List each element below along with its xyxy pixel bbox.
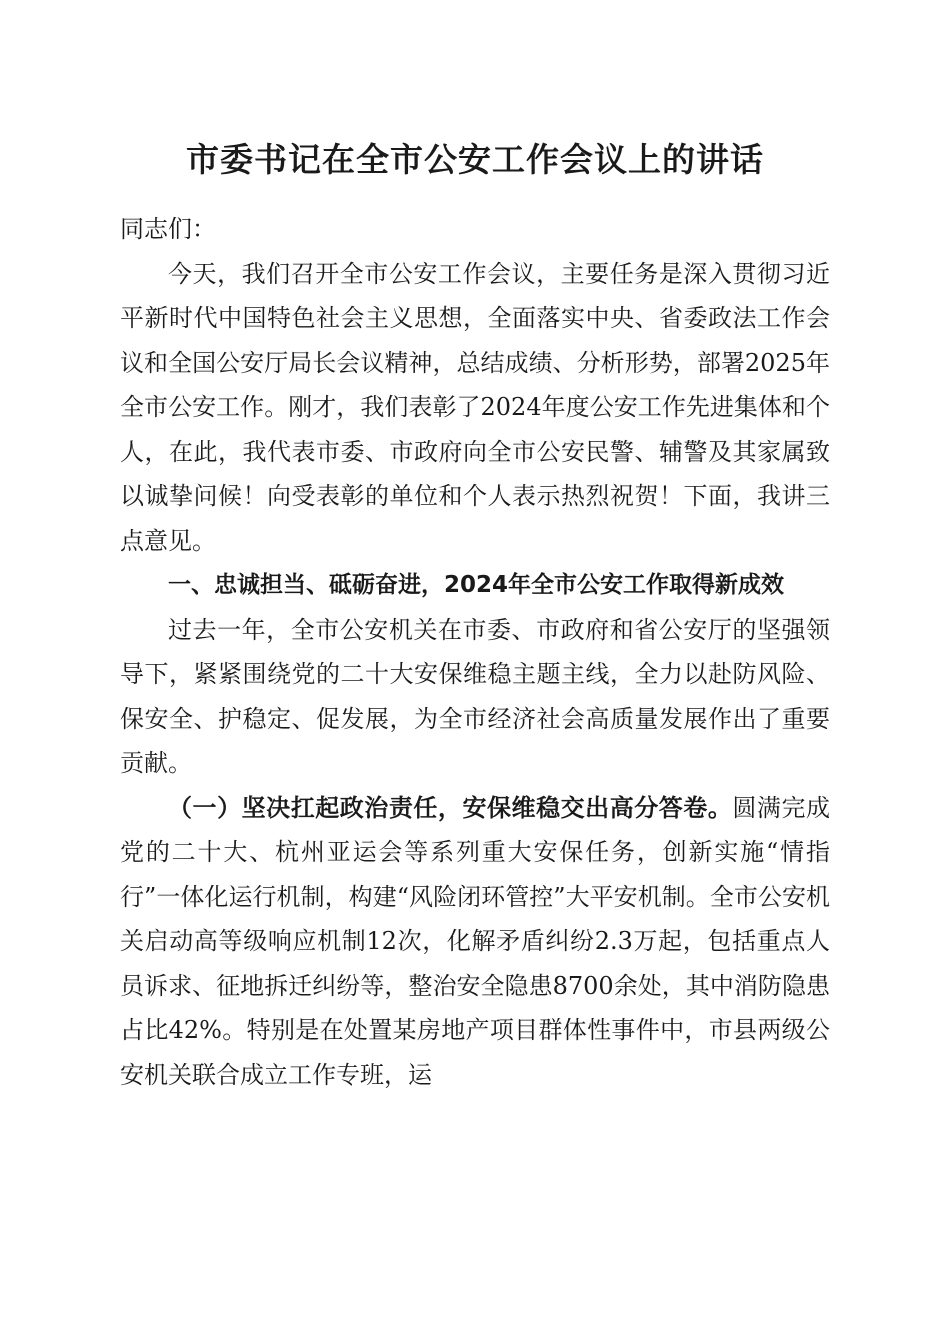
subsection-body-1: 圆满完成党的二十大、杭州亚运会等系列重大安保任务，创新实施“情指行”一体化运行机制，构建“风险闭环管控”大平安机制。全市公安机关启动高等级响应机制12次，化解矛盾纠纷2.3万起，包括重点人员诉求、征地拆迁纠纷等，整治安全隐患8700余处，其中消防隐患占比42%。特别是在处置某房地产项目群体性事件中，市县两级公安机关联合成立工作专班，运 [120, 793, 831, 1089]
section-heading-1: 一、忠诚担当、砥砺奋进，2024年全市公安工作取得新成效 [168, 572, 785, 598]
salutation: 同志们： [120, 215, 216, 243]
paragraph-intro: 今天，我们召开全市公安工作会议，主要任务是深入贯彻习近平新时代中国特色社会主义思想，全面落实中央、省委政法工作会议和全国公安厅局长会议精神，总结成绩、分析形势，部署2025年全市公安工作。刚才，我们表彰了2024年度公安工作先进集体和个人，在此，我代表市委、市政府向全市公安民警、辅警及其家属致以诚挚问候！向受表彰的单位和个人表示热烈祝贺！下面，我讲三点意见。 [120, 259, 830, 555]
paragraph-section1: 过去一年，全市公安机关在市委、市政府和省公安厅的坚强领导下，紧紧围绕党的二十大安保维稳主题主线，全力以赴防风险、保安全、护稳定、促发展，为全市经济社会高质量发展作出了重要贡献。 [120, 615, 830, 777]
document-body [120, 207, 830, 1097]
subsection-heading-1: （一）坚决扛起政治责任，安保维稳交出高分答卷。 [168, 792, 733, 822]
document-title: 市委书记在全市公安工作会议上的讲话 [186, 140, 764, 179]
paragraph-subsection1 [120, 786, 830, 1098]
